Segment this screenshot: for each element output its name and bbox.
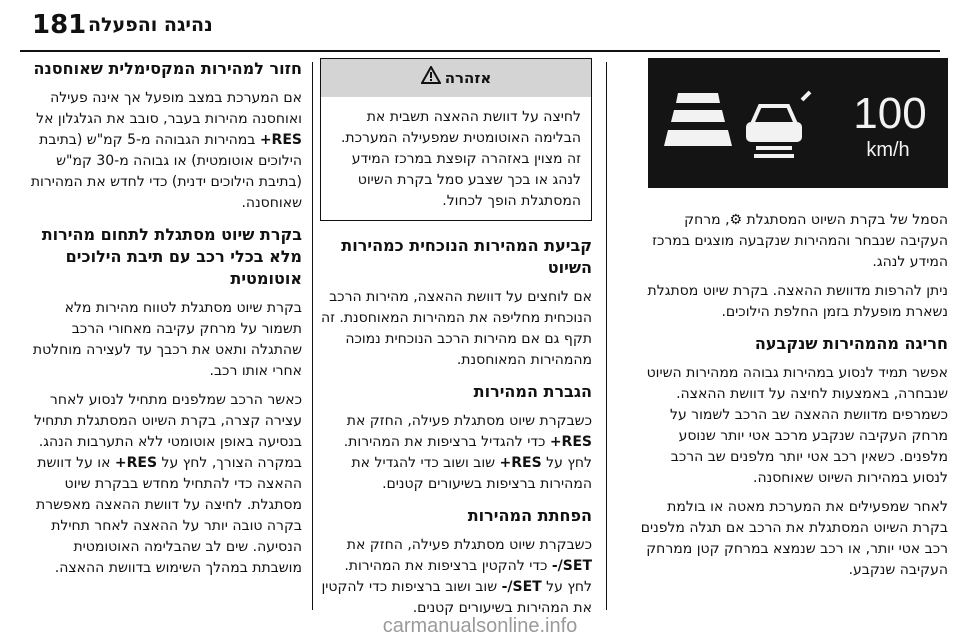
- braking-paragraph: לאחר שמפעילים את המערכת מאטה או בולמת בקרת השיוט המסתגלת את הרכב אם תגלה מלפנים רכב אטי יותר, או רכב שנמצא במרחק קטן ממרחק העקיבה שנקבע.: [640, 499, 948, 578]
- res-key-label: +RES: [259, 132, 302, 148]
- full-range-paragraph-2: [20, 390, 302, 579]
- page-header: [0, 0, 960, 48]
- header-rule: [20, 50, 940, 52]
- return-text-2: במהירות הגבוהה מ-5 קמ"ש (בתיבת הילוכים אוטומטית) או גבוהה מ-30 קמ"ש (בתיבת הילוכים ידנית) כדי לחדש את המהירות שאוחסנה.: [30, 132, 302, 211]
- decrease-text-1: כשבקרת שיוט מסתגלת פעילה, החזק את: [346, 537, 592, 553]
- speed-value: 100: [853, 89, 927, 138]
- column-left: [20, 58, 302, 587]
- set-current-speed-paragraph: אם לוחצים על דוושת ההאצה, מהירות הרכב הנוכחית מחליפה את המהירות המאוחסנת. זה תקף גם אם מהירות הרכב הנוכחית נמוכה מהמהירות המאוחסנת.: [320, 289, 592, 368]
- increase-text-2: כדי להגדיל ברציפות את המהירות. לחץ על: [343, 434, 592, 471]
- heading-full-range: בקרת שיוט מסתגלת לתחום מהירות מלא בכלי רכב עם תיבת הילוכים אוטומטית: [41, 225, 302, 288]
- cluster-display-graphic: [648, 58, 948, 188]
- res-key-label: +RES: [114, 455, 158, 471]
- speed-unit: km/h: [866, 139, 910, 161]
- set-key-label: -/SET: [501, 579, 542, 595]
- increase-text-3: שוב ושוב כדי להגדיל את המהירות ברציפות בשיעורים קטנים.: [351, 455, 592, 492]
- set-key-label: -/SET: [551, 558, 592, 574]
- heading-exceed-speed: חריגה מהמהירות שנקבעה: [754, 334, 948, 353]
- return-speed-paragraph: [20, 88, 302, 214]
- heading-set-current-speed: קביעת המהירות הנוכחית כמהירות השיוט: [341, 236, 592, 277]
- following-distance-icon: [664, 93, 732, 146]
- column-divider: [606, 62, 607, 610]
- column-middle: [320, 58, 592, 627]
- column-divider: [312, 62, 313, 610]
- full-range-text-b: או על דוושת ההאצה כדי להתחיל מחדש בבקרת שיוט מסתגלת. לחיצה על דוושת ההאצה מאפשרת בקרה טובה יותר על ההאצה לאחר תחילת הנסיעה. שים לב שהבלימה האוטומטית מושבתת במהלך השימוש בדוושת ההאצה.: [36, 455, 302, 576]
- adaptive-cruise-car-icon: [748, 92, 810, 156]
- cluster-display-image: [648, 58, 948, 188]
- column-right: [636, 58, 948, 589]
- increase-speed-paragraph: [320, 411, 592, 495]
- full-range-paragraph-1: בקרת שיוט מסתגלת לטווח מהירות מלא תשמור על מרחק עקיבה מאחורי הרכב שהתגלה ותאט את רכבך עד לעצירה מוחלטת אחרי אותו רכב.: [32, 300, 302, 379]
- page-number: 181: [32, 10, 87, 40]
- heading-increase-speed: הגברת המהירות: [473, 382, 592, 401]
- increase-text-1: כשבקרת שיוט מסתגלת פעילה, החזק את: [346, 413, 592, 429]
- warning-title: אזהרה: [444, 68, 492, 87]
- warning-box: [320, 58, 592, 221]
- decrease-text-2: כדי להקטין ברציפות את המהירות. לחץ על: [344, 558, 592, 595]
- return-text-1: אם המערכת במצב מופעל אך אינה פעילה ואוחסנה מהירות בעבר, סובב את הגלגלון אל: [36, 90, 302, 127]
- shifting-paragraph: ניתן להרפות מדוושת ההאצה. בקרת שיוט מסתגלת נשארת מופעלת בזמן החלפת הילוכים.: [647, 283, 948, 320]
- decrease-text-3: שוב ושוב ברציפות כדי להקטין את המהירות בשיעורים קטנים.: [321, 579, 592, 616]
- heading-decrease-speed: הפחתת המהירות: [467, 506, 592, 525]
- res-key-label: +RES: [549, 434, 592, 450]
- warning-body: [321, 97, 591, 220]
- exceed-paragraph: אפשר תמיד לנסוע במהירות גבוהה ממהירות השיוט שנבחרה, באמצעות לחיצה על דוושת ההאצה. כשמרפים מדוושת ההאצה שב הרכב לשמור על מרחק העקיבה שנקבע מרכב אטי יותר שנוסע מלפנים. כשאין רכב אטי יותר מלפנים שב הרכב לנסוע במהירות השיוט שאוחסנה.: [646, 365, 948, 486]
- warning-text: לחיצה על דוושת ההאצה תשבית את הבלימה האוטומטית שמפעילה המערכת. זה מצוין באזהרה קופצת במרכז המידע לנהג או בכך שצבע סמל בקרת השיוט המסתגלת הופך לכחול.: [340, 109, 581, 209]
- heading-return-speed: חזור למהירות המקסימלית שאוחסנה: [33, 59, 302, 78]
- watermark: carmanualsonline.info: [382, 615, 578, 637]
- warning-header: [321, 59, 591, 97]
- res-key-label: +RES: [499, 455, 542, 471]
- full-range-text-a: כאשר הרכב שמלפנים מתחיל לנסוע לאחר עצירה קצרה, בקרת השיוט המסתגלת תתחיל בנסיעה באופן אוטומטי ללא התערבות הנהג. במקרה הצורך, לחץ על: [34, 392, 302, 471]
- warning-triangle-icon: [421, 66, 441, 90]
- intro-paragraph: הסמל של בקרת השיוט המסתגלת ⚙, מרחק העקיבה שנבחר והמהירות שנקבעה מוצגים במרכז המידע לנהג.: [652, 212, 948, 270]
- section-title: נהיגה והפעלה: [88, 14, 213, 36]
- decrease-speed-paragraph: [320, 535, 592, 619]
